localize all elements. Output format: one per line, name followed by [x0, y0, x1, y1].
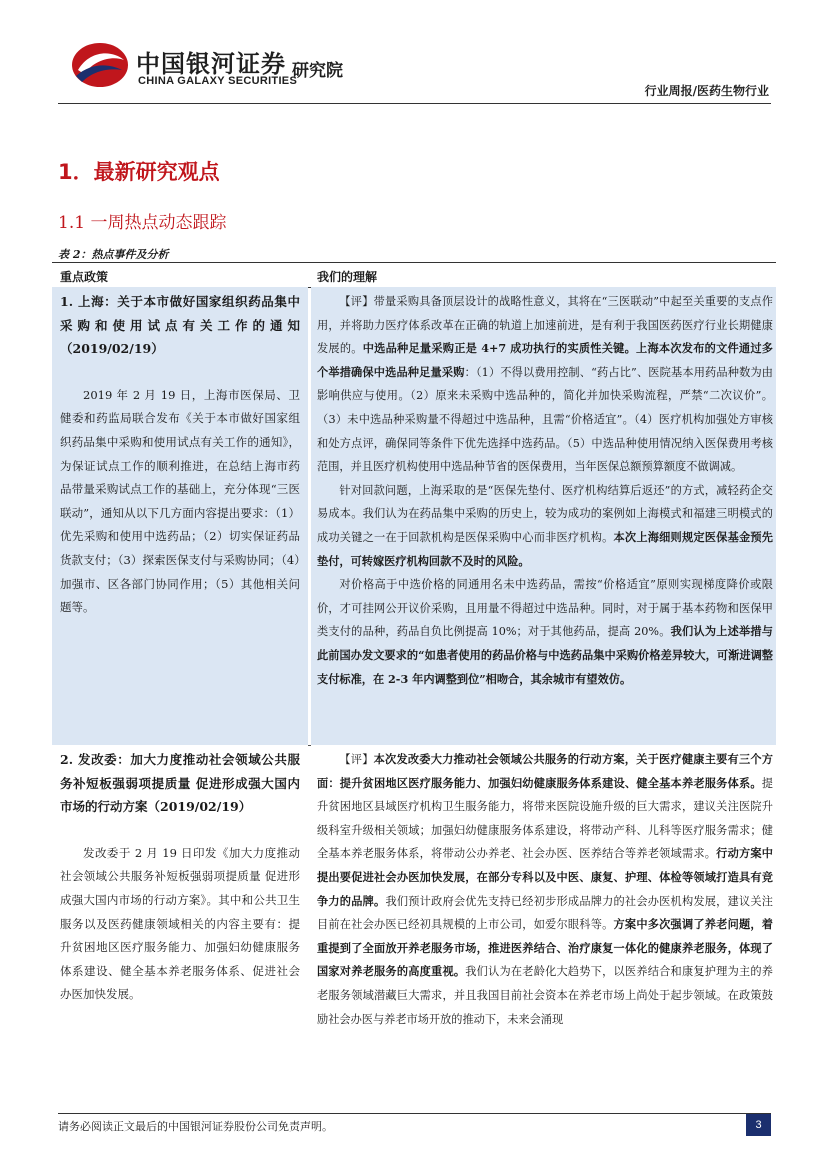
table-row — [52, 745, 776, 1170]
policy-title: 2. 发改委：加大力度推动社会领域公共服务补短板强弱项提质量 促进形成强大国内市场的行动方案（2019/02/19） — [60, 752, 300, 815]
analysis-highlight: 本次上海细则规定医保基金预先垫付，可转嫁医疗机构回款不及时的风险。 — [317, 529, 773, 568]
policy-summary: 2019 年 2 月 19 日，上海市医保局、卫健委和药监局联合发布《关于本市做好国家组织药品集中采购和使用试点有关工作的通知》，为保证试点工作的顺利推进，在总结上海市药品带量采购试点工作的基础上，充分体现“三医联动”，通知从以下几方面内容提出要求：（1）优先采购和使用中选药品；（2）切实保证药品货款支付；（3）探索医保支付与采购协同；（4）加强市、区各部门协同作用；（5）其他相关问题等。 — [60, 387, 300, 615]
analysis-text: 我们预计政府会优先支持已经初步形成品牌力的社会办医机构发展，建议关注目前在社会办医已经初具规模的上市公司，如爱尔眼科等。 — [317, 894, 773, 932]
analysis-cell — [311, 287, 776, 745]
page-header — [0, 0, 827, 112]
page-number: 3 — [746, 1114, 771, 1136]
analysis-text: 【评】带量采购具备顶层设计的战略性意义，其将在“三医联动”中起至关重要的支点作用，并将助力医疗体系改革在正确的轨道上加速前进，是有利于我国医药医疗行业长期健康发展的。 — [317, 295, 773, 356]
analysis-text: 我们认为在老龄化大趋势下，以医养结合和康复护理为主的养老服务领域潜藏巨大需求，并且我国目前社会资本在养老市场上尚处于起步领域。在政策鼓励社会办医与养老市场开放的推动下，未来会涌现 — [317, 965, 773, 1026]
brand-name-en: CHINA GALAXY SECURITIES — [138, 75, 298, 87]
policy-title: 1. 上海：关于本市做好国家组织药品集中采购和使用试点有关工作的通知（2019/02/19） — [60, 294, 300, 357]
hot-events-table — [52, 262, 776, 1026]
analysis-text: 【评】 — [339, 753, 374, 766]
analysis-text: 对价格高于中选价格的同通用名未中选药品，需按“价格适宜”原则实现梯度降价或限价，才可挂网公开议价采购，且用量不得超过中选品种。同时，对于属于基本药物和医保甲类支付的品种，药品自负比例提高 10%；对于其他药品，提高 20%。 — [317, 578, 773, 639]
table-row — [52, 287, 776, 745]
analysis-text: ：（1）不得以费用控制、“药占比”、医院基本用药品种数为由影响供应与使用。（2）原来未采购中选品种的，简化并加快采购流程，严禁“二次议价”。（3）未中选品种采购量不得超过中选品种，且需“价格适宜”。（4）医疗机构加强处方审核和处方点评，确保同等条件下优先选择中选药品。（5）中选品种使用情况纳入医保费用考核范围，并且医疗机构使用中选品种节省的医保费用，当年医保总额预算额度不做调减。 — [317, 365, 773, 474]
analysis-paragraph — [317, 573, 773, 691]
institute-label: 研究院 — [292, 61, 343, 81]
policy-cell — [52, 287, 308, 745]
table-caption: 表 2：热点事件及分析 — [58, 248, 169, 261]
analysis-highlight: 本次发改委大力推动社会领域公共服务的行动方案，关于医疗健康主要有三个方面：提升贫困地区医疗服务能力、加强妇幼健康服务体系建设、健全基本养老服务体系。 — [317, 752, 773, 790]
subsection-heading: 1.1 一周热点动态跟踪 — [58, 213, 227, 233]
galaxy-logo-icon — [70, 40, 130, 90]
analysis-highlight: 方案中多次强调了养老问题，着重提到了全面放开养老服务市场，推进医养结合、治疗康复一体化的健康养老服务，体现了国家对养老服务的高度重视。 — [317, 917, 773, 979]
brand-name-cn: 中国银河证券 — [136, 50, 286, 78]
footer-divider — [58, 1113, 771, 1114]
analysis-text: 提升贫困地区县域医疗机构卫生服务能力，将带来医院设施升级的巨大需求，建议关注医院升级科室升级相关领域；加强妇幼健康服务体系建设，将带动产科、儿科等医疗服务需求；健全基本养老服务体系，将带动公办养老、社会办医、医养结合等养老领域需求。 — [317, 776, 773, 861]
analysis-paragraph — [317, 479, 773, 573]
analysis-highlight: 我们认为上述举措与此前国办发文要求的“如患者使用的药品价格与中选药品集中采购价格差异较大，可渐进调整支付标准，在 2-3 年内调整到位”相吻合，其余城市有望效仿。 — [317, 624, 773, 686]
policy-summary: 发改委于 2 月 19 日印发《加大力度推动社会领域公共服务补短板强弱项提质量 促进形成强大国内市场的行动方案》。其中和公共卫生服务以及医药健康领域相关的内容主要有：提升贫困地区医疗服务能力、加强妇幼健康服务体系建设、健全基本养老服务体系、促进社会办医加快发展。 — [60, 845, 300, 1002]
analysis-highlight: 中选品种足量采购正是 4+7 成功执行的实质性关键。上海本次发布的文件通过多个举措确保中选品种足量采购 — [317, 341, 773, 379]
analysis-highlight: 行动方案中提出要促进社会办医加快发展，在部分专科以及中医、康复、护理、体检等领域打造具有竞争力的品牌。 — [317, 846, 773, 908]
analysis-text: 针对回款问题，上海采取的是“医保先垫付、医疗机构结算后返还”的方式，减轻药企交易成本。我们认为在药品集中采购的历史上，较为成功的案例如上海模式和福建三明模式的成功关键之一在于回款机构是医保采购中心而非医疗机构。 — [317, 483, 773, 544]
report-category: 行业周报/医药生物行业 — [644, 84, 769, 98]
analysis-paragraph — [317, 748, 773, 1031]
column-header-policy: 重点政策 — [60, 270, 109, 284]
column-header-analysis: 我们的理解 — [317, 270, 378, 284]
table-header-row — [52, 262, 776, 288]
section-heading: 1．最新研究观点 — [58, 160, 220, 184]
policy-cell — [52, 745, 308, 1170]
analysis-paragraph — [317, 290, 773, 479]
header-divider — [58, 103, 771, 104]
analysis-cell — [311, 745, 776, 1170]
disclaimer-text: 请务必阅读正文最后的中国银河证券股份公司免责声明。 — [58, 1120, 333, 1133]
